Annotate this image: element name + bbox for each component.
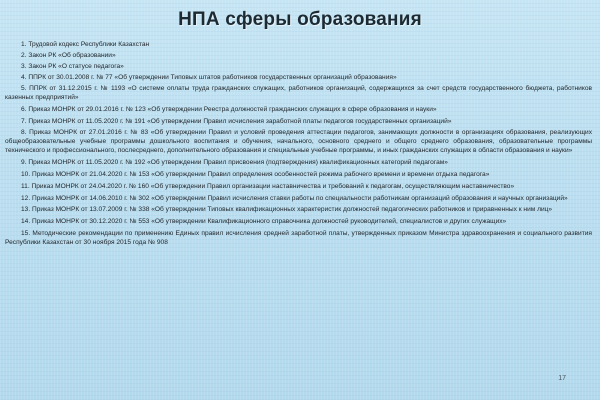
list-item: 6. Приказ МОНРК от 29.01.2016 г. № 123 «Об утверждении Реестра должностей гражданских служащих в сфере образования и науки» — [21, 105, 437, 113]
list-item: 7. Приказ МОНРК от 11.05.2020 г. № 191 «Об утверждении Правил исчисления заработной платы педагогов государственных организаций» — [21, 117, 452, 125]
list-item: 14. Приказ МОНРК от 30.12.2020 г. № 553 «Об утверждении Квалификационного справочника должностей руководителей, специалистов и других служащих» — [21, 218, 507, 226]
list-item: 5. ППРК от 31.12.2015 г. № 1193 «О системе оплаты труда гражданских служащих, работников организаций, содержащихся за счет средств государственного бюджета, работников казенных предприятий» — [5, 84, 592, 101]
list-item: 12. Приказ МОНРК от 14.06.2010 г. № 302 «Об утверждении Правил исчисления ставки работы по специальности работникам организаций образования и научных организаций» — [21, 194, 568, 202]
list-item: 11. Приказ МОНРК от 24.04.2020 г. № 160 «Об утверждении Правил организации наставничества и требований к педагогам, осуществляющим наставничество» — [21, 182, 515, 190]
list-item: 13. Приказ МОНРК от 13.07.2009 г. № 338 «Об утверждении Типовых квалификационных характеристик должностей педагогических работников и приравненных к ним лиц» — [21, 206, 553, 214]
list-item: 1. Трудовой кодекс Республики Казахстан — [21, 41, 150, 48]
list-item: 4. ППРК от 30.01.2008 г. № 77 «Об утверждении Типовых штатов работников государственных организаций образования» — [21, 73, 397, 81]
slide-title: НПА сферы образования — [178, 9, 422, 30]
list-item: 9. Приказ МОНРК от 11.05.2020 г. № 192 «Об утверждении Правил присвоения (подтверждения) квалификационных категорий педагогам» — [21, 158, 448, 166]
page-number: 17 — [558, 375, 566, 382]
list-item: 3. Закон РК «О статусе педагога» — [21, 62, 124, 70]
list-item: 2. Закон РК «Об образовании» — [21, 51, 116, 59]
list-item: 10. Приказ МОНРК от 21.04.2020 г. № 153 «Об утверждении Правил определения особенностей режима рабочего времени и времени отдыха педагога» — [21, 170, 490, 178]
list-item: 8. Приказ МОНРК от 27.01.2016 г. № 83 «Об утверждении Правил и условий проведения аттестации педагогов, занимающих должности в организациях образования, реализующих общеобразовательные учебные программы дошкольного воспитания и обучения, начального, основного среднего и общего среднего образования, образовательные программы технического и профессионального, послесреднего, дополнительного образования и специальные учебные программы, и иных гражданских служащих в области образования и науки» — [5, 129, 592, 154]
regulations-list — [5, 41, 592, 251]
list-item: 15. Методические рекомендации по применению Единых правил исчисления средней заработной платы, утвержденных приказом Министра здравоохранения и социального развития Республики Казахстан от 30 ноября 2015 года № 908 — [5, 230, 592, 247]
